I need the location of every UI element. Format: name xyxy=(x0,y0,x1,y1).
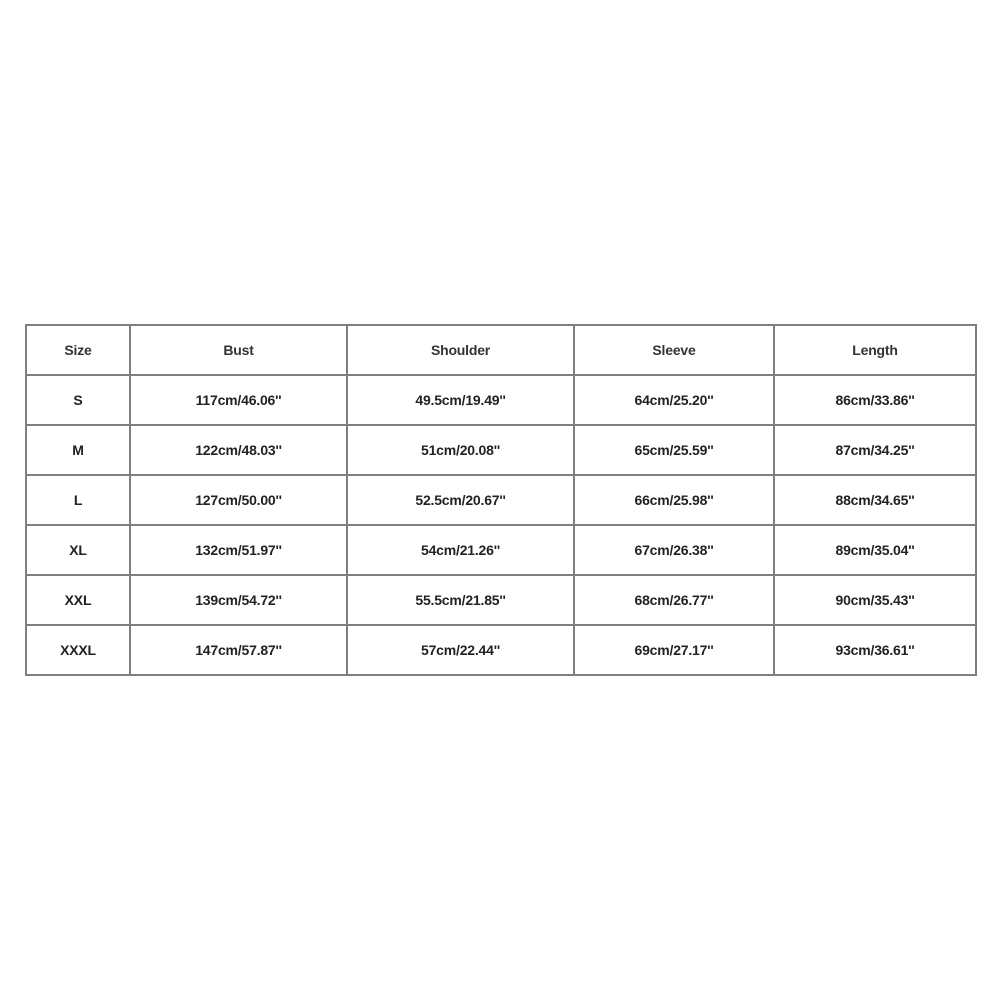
cell-size: M xyxy=(26,425,130,475)
cell-size: XXXL xyxy=(26,625,130,675)
header-length: Length xyxy=(774,325,976,375)
cell-sleeve: 64cm/25.20'' xyxy=(574,375,774,425)
table-row xyxy=(26,425,976,475)
cell-shoulder: 49.5cm/19.49'' xyxy=(347,375,574,425)
cell-size: XL xyxy=(26,525,130,575)
table-row xyxy=(26,625,976,675)
cell-bust: 122cm/48.03'' xyxy=(130,425,347,475)
cell-bust: 139cm/54.72'' xyxy=(130,575,347,625)
table-row xyxy=(26,475,976,525)
cell-size: S xyxy=(26,375,130,425)
cell-size: L xyxy=(26,475,130,525)
cell-sleeve: 69cm/27.17'' xyxy=(574,625,774,675)
cell-shoulder: 52.5cm/20.67'' xyxy=(347,475,574,525)
header-bust: Bust xyxy=(130,325,347,375)
cell-length: 89cm/35.04'' xyxy=(774,525,976,575)
cell-length: 90cm/35.43'' xyxy=(774,575,976,625)
header-shoulder: Shoulder xyxy=(347,325,574,375)
cell-length: 88cm/34.65'' xyxy=(774,475,976,525)
cell-length: 87cm/34.25'' xyxy=(774,425,976,475)
cell-sleeve: 68cm/26.77'' xyxy=(574,575,774,625)
cell-sleeve: 65cm/25.59'' xyxy=(574,425,774,475)
cell-size: XXL xyxy=(26,575,130,625)
cell-bust: 147cm/57.87'' xyxy=(130,625,347,675)
cell-length: 93cm/36.61'' xyxy=(774,625,976,675)
size-chart-table xyxy=(25,324,977,676)
header-size: Size xyxy=(26,325,130,375)
cell-shoulder: 57cm/22.44'' xyxy=(347,625,574,675)
cell-sleeve: 67cm/26.38'' xyxy=(574,525,774,575)
table-row xyxy=(26,525,976,575)
table-header-row xyxy=(26,325,976,375)
cell-bust: 127cm/50.00'' xyxy=(130,475,347,525)
cell-length: 86cm/33.86'' xyxy=(774,375,976,425)
cell-sleeve: 66cm/25.98'' xyxy=(574,475,774,525)
table-row xyxy=(26,375,976,425)
cell-shoulder: 55.5cm/21.85'' xyxy=(347,575,574,625)
cell-bust: 132cm/51.97'' xyxy=(130,525,347,575)
header-sleeve: Sleeve xyxy=(574,325,774,375)
table-row xyxy=(26,575,976,625)
cell-bust: 117cm/46.06'' xyxy=(130,375,347,425)
cell-shoulder: 54cm/21.26'' xyxy=(347,525,574,575)
cell-shoulder: 51cm/20.08'' xyxy=(347,425,574,475)
